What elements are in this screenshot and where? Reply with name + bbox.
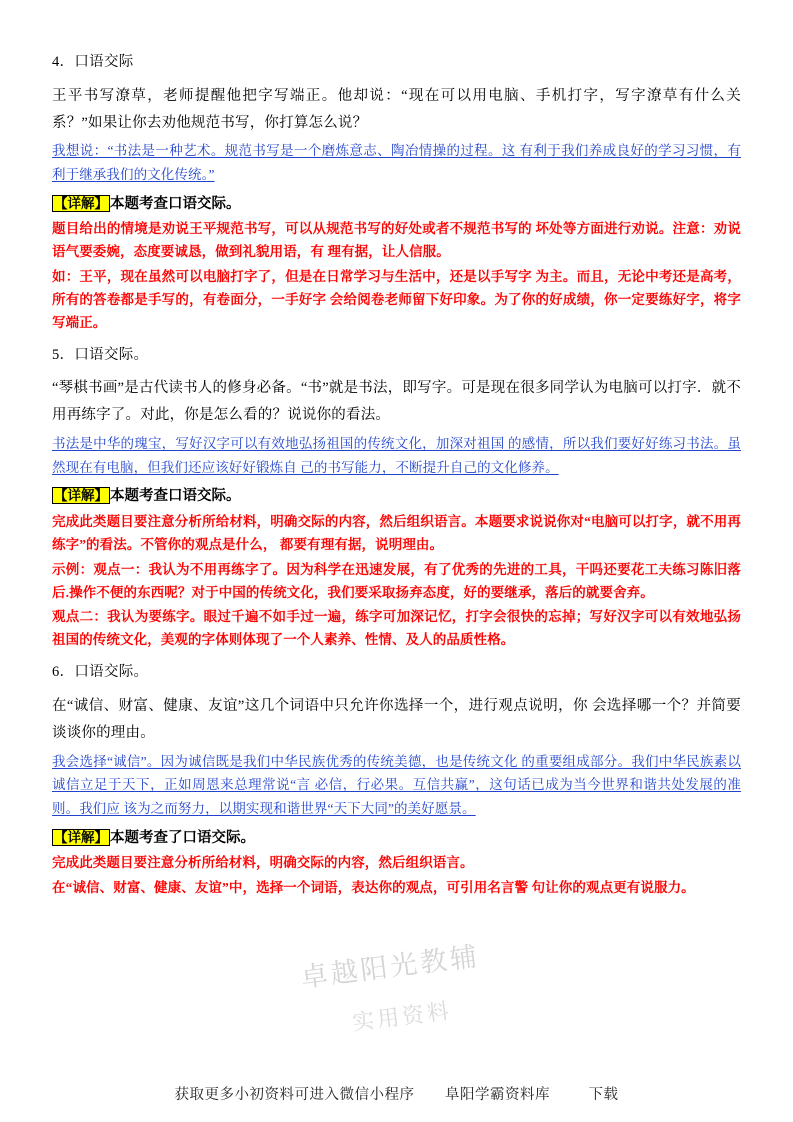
- explanation-paragraph: 完成此类题目要注意分析所给材料，明确交际的内容，然后组织语言。本题要求说说你对“电脑可以打字，就不用再练字”的看法。不管你的观点是什么， 都要有理有据，说明理由。: [52, 513, 741, 552]
- question-block-6: [52, 662, 741, 900]
- question-block-4: [52, 52, 741, 335]
- explanation-header: [52, 485, 741, 508]
- watermark-text-secondary: 实用资料: [350, 997, 454, 1035]
- explanation-paragraph: 题目给出的情境是劝说王平规范书写，可以从规范书写的好处或者不规范书写的 坏处等方面进行劝说。注意：劝说语气要委婉，态度要诚恳，做到礼貌用语，有 理有据，让人信服。: [52, 221, 741, 259]
- question-prompt: “琴棋书画”是古代读书人的修身必备。“书”就是书法，即写字。可是现在很多同学认为电脑可以打字．就不用再练字了。对此，你是怎么看的？说说你的看法。: [52, 380, 741, 424]
- student-answer: 书法是中华的瑰宝，写好汉字可以有效地弘扬祖国的传统文化，加深对祖国 的感情，所以我们要好好练习书法。虽然现在有电脑，但我们还应该好好锻炼自 己的书写能力，不断提升自己的文化修养。: [52, 436, 741, 475]
- explanation-paragraph: 在“诚信、财富、健康、友谊”中，选择一个词语，表达你的观点，可引用名言警 句让你的观点更有说服力。: [52, 879, 695, 895]
- explanation-tag: 【详解】: [54, 829, 108, 845]
- question-number: 5．口语交际。: [52, 346, 149, 363]
- explanation-tag: 【详解】: [54, 195, 108, 211]
- footer-program-name: 阜阳学霸资料库: [445, 1087, 550, 1103]
- question-block-5: [52, 345, 741, 653]
- explanation-paragraph: 示例：观点一：我认为不用再练字了。因为科学在迅速发展，有了优秀的先进的工具，干吗还要花工夫练习陈旧落后.操作不便的东西呢？对于中国的传统文化，我们要采取扬弃态度，好的要继承，落后的就要舍弃。: [52, 561, 741, 600]
- explanation-head: 本题考查口语交际。: [110, 195, 241, 212]
- question-number: 6．口语交际。: [52, 664, 149, 681]
- explanation-header: [52, 827, 741, 850]
- explanation-head: 本题考查口语交际。: [110, 488, 241, 505]
- question-number: 4．口语交际: [52, 54, 134, 70]
- footer-text: 获取更多小初资料可进入微信小程序: [174, 1087, 415, 1103]
- explanation-tag: 【详解】: [54, 488, 108, 504]
- explanation-paragraph: 完成此类题目要注意分析所给材料，明确交际的内容，然后组织语言。: [52, 854, 474, 870]
- explanation-header: [52, 193, 741, 216]
- watermark-text: 卓越阳光教辅: [299, 941, 482, 993]
- question-prompt: 王平书写潦草，老师提醒他把字写端正。他却说：“现在可以用电脑、手机打字，写字潦草有什么关系？”如果让你去劝他规范书写，你打算怎么说？: [52, 87, 741, 131]
- explanation-paragraph: 如：王平，现在虽然可以电脑打字了，但是在日常学习与生活中，还是以手写字 为主。而且，无论中考还是高考，所有的答卷都是手写的，有卷面分，一手好字 会给阅卷老师留下好印象。为了你的好成绩，你一定要练好字，将字写端正。: [52, 268, 741, 330]
- explanation-head: 本题考查了口语交际。: [110, 829, 255, 846]
- question-prompt: 在“诚信、财富、健康、友谊”这几个词语中只允许你选择一个，进行观点说明，你 会选择哪一个？并简要谈谈你的理由。: [52, 698, 741, 741]
- student-answer: 我想说：“书法是一种艺术。规范书写是一个磨炼意志、陶冶情操的过程。这 有利于我们养成良好的学习习惯，有利于继承我们的文化传统。”: [52, 143, 741, 182]
- explanation-paragraph: 观点二：我认为要练字。眼过千遍不如手过一遍，练字可加深记忆，打字会很快的忘掉；写好汉字可以有效地弘扬祖国的传统文化，美观的字体则体现了一个人素养、性情、及人的品质性格。: [52, 609, 741, 648]
- footer-download-label[interactable]: 下载: [588, 1087, 619, 1103]
- student-answer: 我会选择“诚信”。因为诚信既是我们中华民族优秀的传统美德，也是传统文化 的重要组成部分。我们中华民族素以诚信立足于天下，正如周恩来总理常说“言 必信，行必果。互信共赢”，这句话已成为当今世界和谐共处发展的准则。我们应 该为之而努力，以期实现和谐世界“天下大同”的美好愿景。: [52, 753, 741, 816]
- page-footer: [0, 1083, 793, 1104]
